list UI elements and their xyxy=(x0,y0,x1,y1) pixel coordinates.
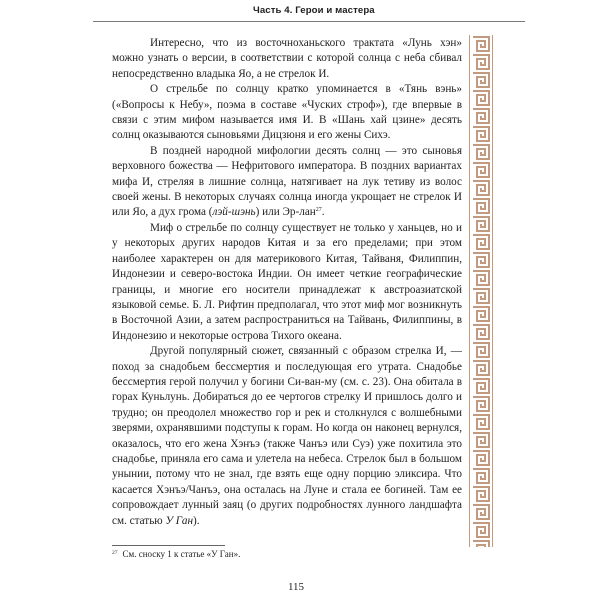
running-header: Часть 4. Герои и мастера xyxy=(253,5,375,16)
footnote-ref[interactable]: 27 xyxy=(315,207,322,214)
footnote-number: 27 xyxy=(112,550,118,556)
footnote-text: См. сноску 1 к статье «У Ган». xyxy=(122,549,241,559)
paragraph: Миф о стрельбе по солнцу существует не только у ханьцев, но и у некоторых других народов Китая и за его пределами; при этом наиболее характерен он для материкового Китая, Тайваня, Филиппин, Индонезии и северо-востока Индии. Он имеет четкие географические границы, и многие его носители принадлежат к австроазиатской языковой семье. Б. Л. Рифтин предполагал, что этот миф мог возникнуть в Восточной Азии, а затем распространиться на Тайвань, Филиппины, в Индонезию и некоторые острова Тихого океана. xyxy=(112,221,462,342)
decorative-meander-border xyxy=(469,35,493,547)
page-number: 115 xyxy=(287,581,305,593)
paragraph: Интересно, что из восточноханьского трактата «Лунь хэн» можно узнать о версии, в соответствии с которой солнца с неба сбивал непосредственно владыка Яо, а не стрелок И. xyxy=(112,37,462,80)
body-text xyxy=(112,36,462,529)
paragraph xyxy=(112,344,462,529)
paragraph-text: Другой популярный сюжет, связанный с образом стрелка И, — поход за снадобьем бессмертия и последующая его утрата. Снадобье бессмертия герой получил у богини Си-ван-му (см. с. 23). Она обитала в горах Куньлунь. Добираться до ее чертогов стрелку И пришлось долго и трудно; он преодолел множество гор и рек и столкнулся с волшебными зверями, охранявшими подступы к горам. Но когда он наконец вернулся, оказалось, что его жена Хэнъэ (также Чанъэ или Суэ) уже похитила это снадобье, приняла его сама и улетела на небеса. Стрелок был в большом унынии, потому что не знал, где взять еще одну порцию эликсира. Что касается Хэнъэ/Чанъэ, она осталась на Луне и стала ее богиней. Там ее сопровождает лунный заяц (о других подробностях лунного ландшафта см. статью xyxy=(112,345,462,527)
footnote xyxy=(112,549,462,560)
paragraph-text: . xyxy=(321,206,325,219)
header-rule xyxy=(93,21,525,22)
italic-term: лэй-шэнь xyxy=(212,206,256,219)
footnote-rule xyxy=(112,545,225,546)
paragraph: О стрельбе по солнцу кратко упоминается в «Тянь вэнь» («Вопросы к Небу», поэма в составе «Чуских строф»), где впервые в связи с этим мифом называется имя И. В «Шань хай цзине» десять солнц оказываются сыновьями Дицзюня и его жены Сихэ. xyxy=(112,83,462,142)
paragraph-text: ) или Эр-лан xyxy=(255,206,316,219)
paragraph-text: В поздней народной мифологии десять солнц — это сыновья верховного божества — Нефритового императора. В поздних вариантах мифа И, стреляя в лишние солнца, натягивает на лук тетиву из волос своей жены. В некоторых случаях солнца иногда укрощает не стрелок И или Яо, а дух грома ( xyxy=(112,144,462,219)
paragraph-text: ). xyxy=(193,514,200,527)
paragraph xyxy=(112,144,462,221)
italic-term: У Ган xyxy=(165,514,194,527)
